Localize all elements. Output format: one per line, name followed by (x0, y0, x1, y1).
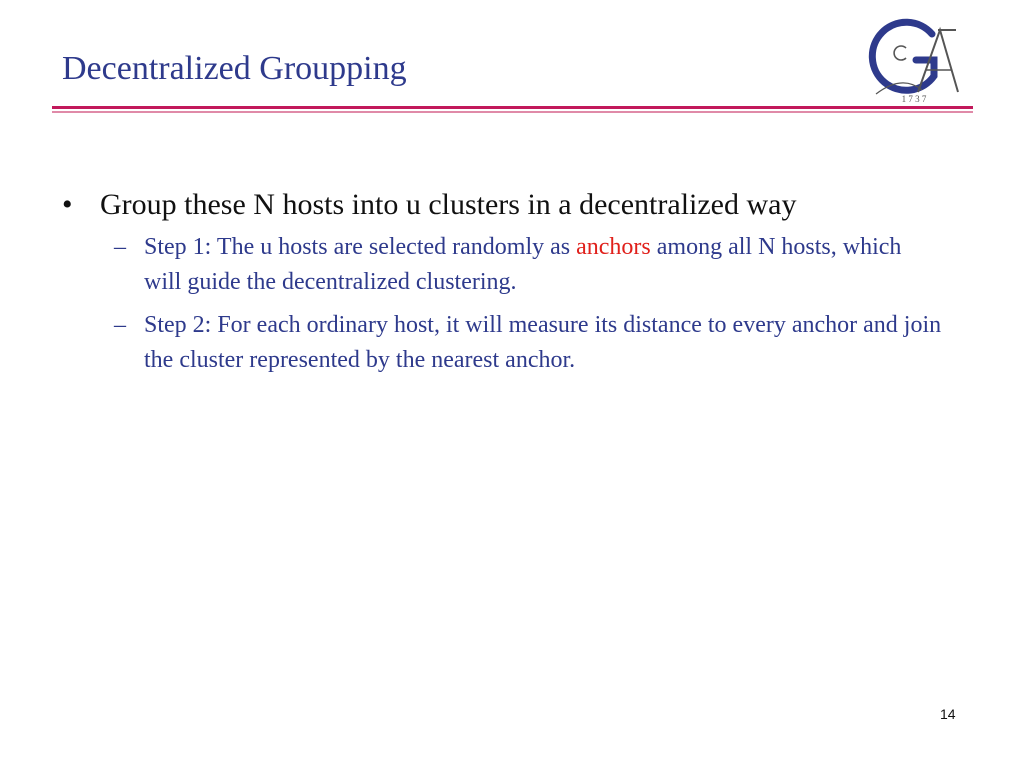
sub-bullet-list (62, 230, 962, 378)
slide-title: Decentralized Groupping (62, 50, 407, 87)
dash-icon: – (114, 234, 126, 260)
university-logo-icon (862, 14, 974, 104)
svg-text:1 7 3 7: 1 7 3 7 (901, 94, 927, 104)
step1-text-before: Step 1: The u hosts are selected randomly as (144, 234, 577, 260)
sub-bullet-text: Step 2: For each ordinary host, it will measure its distance to every anchor and join the cluster represented by the nearest anchor. (144, 312, 942, 373)
bullet-dot-icon: • (62, 188, 73, 221)
step1-text-after: among all N hosts, which will guide the decentralized clustering. (144, 234, 902, 295)
dash-icon: – (114, 312, 126, 338)
title-divider-line-thin (52, 111, 973, 113)
sub-bullet-text (144, 230, 944, 300)
sub-bullet-item (114, 230, 962, 300)
anchors-highlight: anchors (576, 234, 651, 260)
bullet-item (62, 186, 962, 224)
slide-content (62, 186, 962, 386)
sub-bullet-item (114, 308, 962, 378)
title-divider-line (52, 106, 973, 109)
page-number: 14 (940, 706, 956, 722)
bullet-text: Group these N hosts into u clusters in a decentralized way (100, 188, 797, 221)
